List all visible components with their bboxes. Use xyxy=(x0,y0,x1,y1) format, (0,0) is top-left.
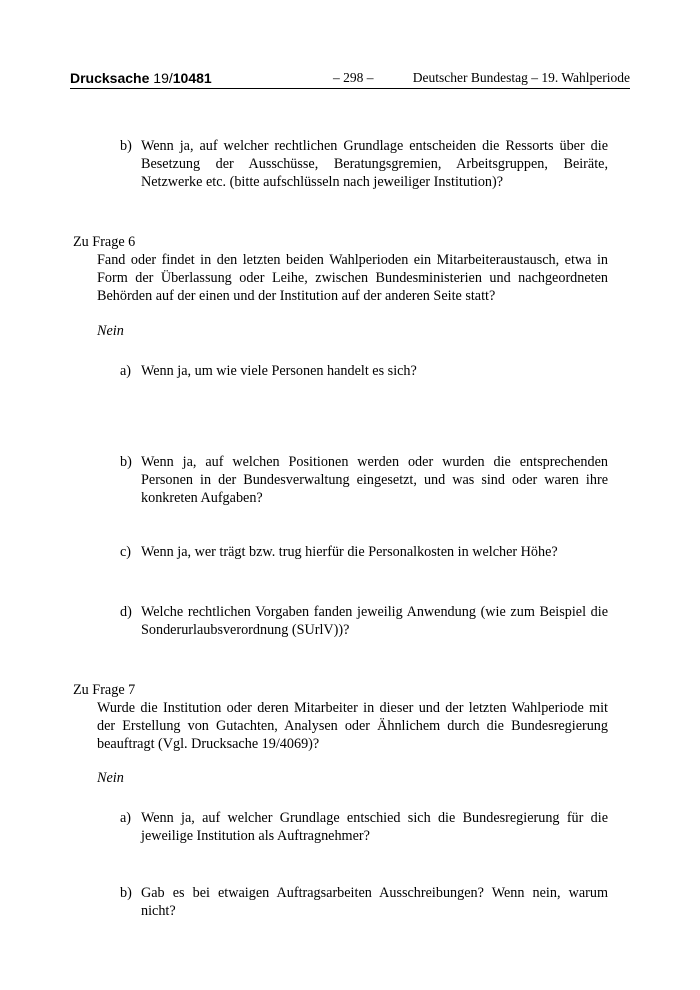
q7-item-a: a) Wenn ja, auf welcher Grundlage entschied sich die Bundesregierung für die jeweilige Institution als Auftragnehmer? xyxy=(120,810,608,844)
q6-item-a: a) Wenn ja, um wie viele Personen handelt es sich? xyxy=(120,363,417,379)
page-number: – 298 – xyxy=(333,70,374,85)
answer-6: Nein xyxy=(97,323,124,339)
q6-item-c: c) Wenn ja, wer trägt bzw. trug hierfür die Personalkosten in welcher Höhe? xyxy=(120,544,558,560)
q7-item-b: b) Gab es bei etwaigen Auftragsarbeiten Ausschreibungen? Wenn nein, warum nicht? xyxy=(120,885,608,919)
answer-7: Nein xyxy=(97,770,124,786)
heading-frage-7: Zu Frage 7 xyxy=(73,682,136,698)
document-number: Drucksache 19/10481 xyxy=(70,70,212,86)
institution-header: Deutscher Bundestag – 19. Wahlperiode xyxy=(412,70,630,85)
q6-item-b: b) Wenn ja, auf welchen Positionen werden oder wurden die entsprechenden Personen in der Bundesverwaltung eingesetzt, und was sind oder waren ihre konkreten Aufgaben? xyxy=(120,454,608,506)
heading-frage-6: Zu Frage 6 xyxy=(73,234,136,250)
page-header xyxy=(70,70,630,89)
q6-item-d: d) Welche rechtlichen Vorgaben fanden jeweilig Anwendung (wie zum Beispiel die Sonderurlaubsverordnung (SUrlV))? xyxy=(120,604,608,638)
question-7: Wurde die Institution oder deren Mitarbeiter in dieser und der letzten Wahlperiode mit der Erstellung von Gutachten, Analysen oder Ähnlichem durch die Bundesregierung beauftragt (Vgl. Drucksache 19/4069)? xyxy=(97,700,608,752)
question-6: Fand oder findet in den letzten beiden Wahlperioden ein Mitarbeiteraustausch, etwa in Form der Überlassung oder Leihe, zwischen Bundesministerien und nachgeordneten Behörden auf der einen und der Institution auf der anderen Seite statt? xyxy=(97,252,608,304)
q5-item-b: b) Wenn ja, auf welcher rechtlichen Grundlage entscheiden die Ressorts über die Besetzung der Ausschüsse, Beratungsgremien, Arbeitsgruppen, Beiräte, Netzwerke etc. (bitte aufschlüsseln nach jeweiliger Institution)? xyxy=(120,138,608,190)
